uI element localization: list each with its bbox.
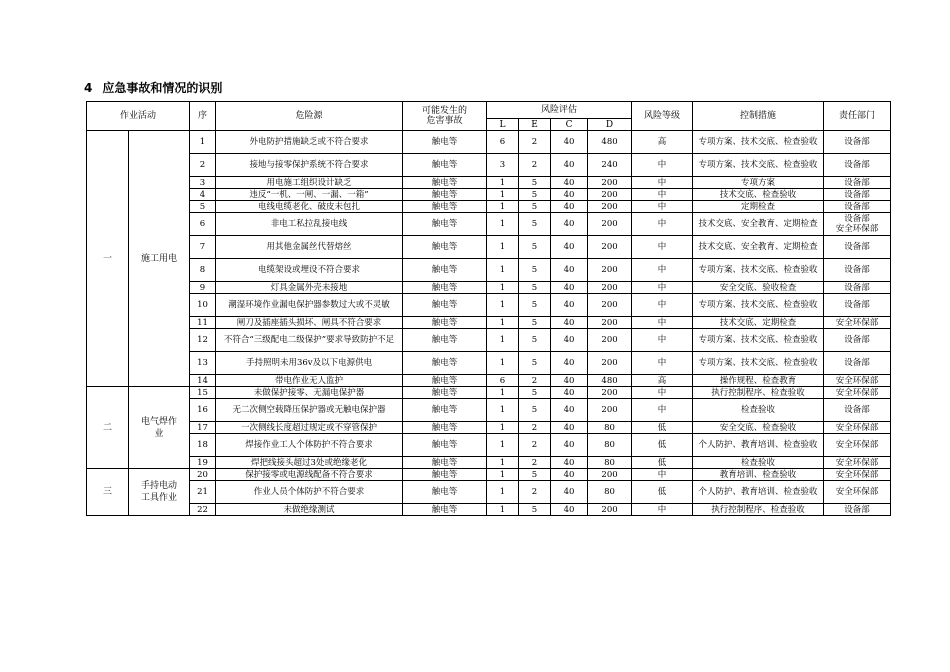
cell-accident: 触电等 xyxy=(403,177,487,189)
cell-hazard: 不符合“三级配电二级保护”要求导致防护不足 xyxy=(216,329,403,352)
cell-D: 80 xyxy=(588,481,632,504)
cell-no: 1 xyxy=(190,131,216,154)
section-title: 应急事故和情况的识别 xyxy=(102,81,223,95)
cell-dept: 设备部 xyxy=(824,352,891,375)
group-activity-line: 电气焊作 xyxy=(141,416,178,427)
cell-D: 200 xyxy=(588,189,632,201)
header-D: D xyxy=(588,119,632,131)
cell-dept: 设备部 xyxy=(824,294,891,317)
cell-C: 40 xyxy=(551,329,588,352)
cell-level: 中 xyxy=(632,387,693,399)
header-L: L xyxy=(487,119,519,131)
header-C: C xyxy=(551,119,588,131)
cell-control: 技术交底、安全教育、定期检查 xyxy=(693,236,824,259)
cell-hazard: 闸刀及插座插头损坏、闸具不符合要求 xyxy=(216,317,403,329)
cell-L: 1 xyxy=(487,434,519,457)
cell-D: 200 xyxy=(588,329,632,352)
cell-no: 14 xyxy=(190,375,216,387)
cell-E: 2 xyxy=(519,422,551,434)
table-row xyxy=(87,131,891,154)
cell-C: 40 xyxy=(551,504,588,516)
cell-level: 中 xyxy=(632,189,693,201)
cell-hazard: 外电防护措施缺乏或不符合要求 xyxy=(216,131,403,154)
cell-accident: 触电等 xyxy=(403,282,487,294)
cell-control: 技术交底、安全教育、定期检查 xyxy=(693,213,824,236)
cell-D: 200 xyxy=(588,469,632,481)
cell-C: 40 xyxy=(551,177,588,189)
cell-dept: 设备部 xyxy=(824,329,891,352)
cell-D: 200 xyxy=(588,201,632,213)
cell-L: 1 xyxy=(487,329,519,352)
cell-D: 80 xyxy=(588,422,632,434)
cell-level: 中 xyxy=(632,294,693,317)
cell-no: 2 xyxy=(190,154,216,177)
table-row xyxy=(87,504,891,516)
cell-dept: 设备部 xyxy=(824,259,891,282)
cell-dept: 设备部 xyxy=(824,177,891,189)
cell-control: 检查验收 xyxy=(693,457,824,469)
table-row xyxy=(87,189,891,201)
cell-E: 2 xyxy=(519,131,551,154)
cell-hazard: 未做保护接零、无漏电保护器 xyxy=(216,387,403,399)
cell-L: 1 xyxy=(487,457,519,469)
cell-L: 1 xyxy=(487,469,519,481)
header-accident xyxy=(403,102,487,131)
cell-control: 执行控制程序、检查验收 xyxy=(693,387,824,399)
table-row xyxy=(87,399,891,422)
group-number: 一 xyxy=(87,131,129,387)
cell-accident: 触电等 xyxy=(403,189,487,201)
cell-hazard: 无二次侧空载降压保护器或无触电保护器 xyxy=(216,399,403,422)
cell-L: 1 xyxy=(487,282,519,294)
cell-L: 1 xyxy=(487,236,519,259)
cell-hazard: 电线电缆老化、破皮未包扎 xyxy=(216,201,403,213)
cell-accident: 触电等 xyxy=(403,154,487,177)
risk-identification-table xyxy=(86,101,891,516)
cell-C: 40 xyxy=(551,294,588,317)
cell-L: 1 xyxy=(487,504,519,516)
cell-hazard: 焊把线接头超过3处或绝缘老化 xyxy=(216,457,403,469)
cell-hazard: 作业人员个体防护不符合要求 xyxy=(216,481,403,504)
cell-L: 1 xyxy=(487,177,519,189)
cell-accident: 触电等 xyxy=(403,457,487,469)
cell-C: 40 xyxy=(551,236,588,259)
cell-accident: 触电等 xyxy=(403,131,487,154)
cell-hazard: 潮湿环境作业漏电保护器参数过大或不灵敏 xyxy=(216,294,403,317)
cell-control: 定期检查 xyxy=(693,201,824,213)
cell-E: 5 xyxy=(519,399,551,422)
cell-L: 6 xyxy=(487,131,519,154)
cell-level: 中 xyxy=(632,329,693,352)
cell-D: 480 xyxy=(588,375,632,387)
cell-accident: 触电等 xyxy=(403,236,487,259)
cell-C: 40 xyxy=(551,201,588,213)
cell-level: 高 xyxy=(632,131,693,154)
cell-E: 5 xyxy=(519,213,551,236)
cell-no: 13 xyxy=(190,352,216,375)
table-row xyxy=(87,481,891,504)
group-activity-line: 施工用电 xyxy=(141,253,178,264)
cell-hazard: 带电作业无人监护 xyxy=(216,375,403,387)
table-row xyxy=(87,236,891,259)
table-row xyxy=(87,352,891,375)
cell-no: 16 xyxy=(190,399,216,422)
cell-accident: 触电等 xyxy=(403,375,487,387)
table-body xyxy=(87,131,891,516)
cell-D: 480 xyxy=(588,131,632,154)
cell-C: 40 xyxy=(551,434,588,457)
cell-dept: 设备部 xyxy=(824,201,891,213)
cell-hazard: 焊接作业工人个体防护不符合要求 xyxy=(216,434,403,457)
cell-accident: 触电等 xyxy=(403,422,487,434)
cell-level: 中 xyxy=(632,201,693,213)
cell-dept: 安全环保部 xyxy=(824,457,891,469)
cell-level: 中 xyxy=(632,399,693,422)
header-control: 控制措施 xyxy=(693,102,824,131)
cell-no: 4 xyxy=(190,189,216,201)
cell-no: 8 xyxy=(190,259,216,282)
cell-control: 技术交底、定期检查 xyxy=(693,317,824,329)
cell-E: 5 xyxy=(519,352,551,375)
cell-control: 检查验收 xyxy=(693,399,824,422)
cell-L: 3 xyxy=(487,154,519,177)
cell-D: 200 xyxy=(588,399,632,422)
cell-control: 操作规程、检查教育 xyxy=(693,375,824,387)
header-risk-eval: 风险评估 xyxy=(487,102,632,119)
cell-C: 40 xyxy=(551,481,588,504)
cell-E: 2 xyxy=(519,154,551,177)
cell-E: 5 xyxy=(519,504,551,516)
cell-hazard: 电缆架设或埋设不符合要求 xyxy=(216,259,403,282)
group-activity-line: 业 xyxy=(154,428,164,439)
cell-level: 中 xyxy=(632,317,693,329)
cell-accident: 触电等 xyxy=(403,352,487,375)
cell-L: 1 xyxy=(487,399,519,422)
group-activity xyxy=(129,131,190,387)
cell-E: 5 xyxy=(519,294,551,317)
table-row xyxy=(87,177,891,189)
group-activity-line: 工具作业 xyxy=(141,493,178,503)
cell-level: 低 xyxy=(632,457,693,469)
cell-E: 5 xyxy=(519,469,551,481)
cell-level: 中 xyxy=(632,236,693,259)
cell-dept: 设备部 xyxy=(824,189,891,201)
cell-accident: 触电等 xyxy=(403,481,487,504)
table-row xyxy=(87,469,891,481)
cell-C: 40 xyxy=(551,457,588,469)
cell-dept: 安全环保部 xyxy=(824,387,891,399)
cell-L: 1 xyxy=(487,352,519,375)
cell-hazard: 未做绝缘测试 xyxy=(216,504,403,516)
table-row xyxy=(87,294,891,317)
cell-level: 中 xyxy=(632,504,693,516)
cell-D: 200 xyxy=(588,387,632,399)
cell-dept: 设备部 xyxy=(824,282,891,294)
cell-control: 教育培训、检查验收 xyxy=(693,469,824,481)
cell-control: 专项方案、技术交底、检查验收 xyxy=(693,154,824,177)
cell-accident: 触电等 xyxy=(403,434,487,457)
cell-dept: 安全环保部 xyxy=(824,469,891,481)
cell-C: 40 xyxy=(551,375,588,387)
cell-dept: 安全环保部 xyxy=(824,422,891,434)
cell-C: 40 xyxy=(551,282,588,294)
cell-L: 6 xyxy=(487,375,519,387)
cell-L: 1 xyxy=(487,317,519,329)
cell-D: 80 xyxy=(588,434,632,457)
cell-no: 6 xyxy=(190,213,216,236)
cell-control: 安全交底、检查验收 xyxy=(693,422,824,434)
cell-L: 1 xyxy=(487,189,519,201)
cell-dept: 安全环保部 xyxy=(824,375,891,387)
table-row xyxy=(87,422,891,434)
table-row xyxy=(87,375,891,387)
cell-no: 12 xyxy=(190,329,216,352)
cell-E: 5 xyxy=(519,236,551,259)
cell-L: 1 xyxy=(487,422,519,434)
cell-D: 200 xyxy=(588,259,632,282)
cell-D: 200 xyxy=(588,317,632,329)
cell-no: 15 xyxy=(190,387,216,399)
cell-D: 240 xyxy=(588,154,632,177)
group-activity xyxy=(129,387,190,469)
group-activity xyxy=(129,469,190,516)
cell-dept: 安全环保部 xyxy=(824,481,891,504)
cell-no: 18 xyxy=(190,434,216,457)
table-row xyxy=(87,259,891,282)
cell-D: 200 xyxy=(588,504,632,516)
header-accident-line1: 可能发生的 xyxy=(422,106,468,116)
table-row xyxy=(87,434,891,457)
cell-dept: 设备部 xyxy=(824,236,891,259)
header-seq: 序 xyxy=(190,102,216,131)
cell-accident: 触电等 xyxy=(403,294,487,317)
cell-dept: 设备部 安全环保部 xyxy=(824,213,891,236)
cell-level: 中 xyxy=(632,177,693,189)
cell-C: 40 xyxy=(551,131,588,154)
cell-level: 高 xyxy=(632,375,693,387)
cell-L: 1 xyxy=(487,294,519,317)
cell-E: 2 xyxy=(519,434,551,457)
cell-C: 40 xyxy=(551,213,588,236)
cell-accident: 触电等 xyxy=(403,213,487,236)
cell-level: 低 xyxy=(632,422,693,434)
group-number: 三 xyxy=(87,469,129,516)
cell-E: 2 xyxy=(519,375,551,387)
cell-level: 低 xyxy=(632,434,693,457)
cell-accident: 触电等 xyxy=(403,387,487,399)
cell-hazard: 非电工私拉乱接电线 xyxy=(216,213,403,236)
cell-control: 个人防护、教育培训、检查验收 xyxy=(693,481,824,504)
group-activity-line: 手持电动 xyxy=(141,481,178,491)
cell-hazard: 一次侧线长度超过规定或不穿管保护 xyxy=(216,422,403,434)
cell-C: 40 xyxy=(551,399,588,422)
cell-level: 中 xyxy=(632,352,693,375)
cell-control: 个人防护、教育培训、检查验收 xyxy=(693,434,824,457)
cell-no: 21 xyxy=(190,481,216,504)
cell-D: 200 xyxy=(588,352,632,375)
cell-dept: 安全环保部 xyxy=(824,317,891,329)
cell-control: 执行控制程序、检查验收 xyxy=(693,504,824,516)
header-dept: 责任部门 xyxy=(824,102,891,131)
cell-no: 3 xyxy=(190,177,216,189)
cell-L: 1 xyxy=(487,481,519,504)
cell-C: 40 xyxy=(551,317,588,329)
section-number: 4 xyxy=(84,81,93,95)
cell-D: 200 xyxy=(588,236,632,259)
cell-no: 19 xyxy=(190,457,216,469)
table-row xyxy=(87,213,891,236)
cell-C: 40 xyxy=(551,422,588,434)
cell-dept: 设备部 xyxy=(824,154,891,177)
cell-accident: 触电等 xyxy=(403,399,487,422)
cell-D: 80 xyxy=(588,457,632,469)
cell-L: 1 xyxy=(487,259,519,282)
cell-hazard: 灯具金属外壳未接地 xyxy=(216,282,403,294)
cell-no: 22 xyxy=(190,504,216,516)
cell-E: 5 xyxy=(519,259,551,282)
cell-C: 40 xyxy=(551,154,588,177)
cell-D: 200 xyxy=(588,282,632,294)
cell-hazard: 接地与接零保护系统不符合要求 xyxy=(216,154,403,177)
cell-accident: 触电等 xyxy=(403,504,487,516)
header-risk-level: 风险等级 xyxy=(632,102,693,131)
cell-E: 5 xyxy=(519,201,551,213)
section-heading xyxy=(84,79,222,96)
cell-no: 7 xyxy=(190,236,216,259)
cell-hazard: 用电施工组织设计缺乏 xyxy=(216,177,403,189)
table-row xyxy=(87,154,891,177)
cell-C: 40 xyxy=(551,352,588,375)
cell-E: 5 xyxy=(519,189,551,201)
cell-C: 40 xyxy=(551,189,588,201)
cell-E: 5 xyxy=(519,329,551,352)
cell-dept: 设备部 xyxy=(824,399,891,422)
cell-D: 200 xyxy=(588,213,632,236)
cell-no: 17 xyxy=(190,422,216,434)
cell-dept: 设备部 xyxy=(824,131,891,154)
cell-hazard: 违反“一机、一闸、一漏、一箱” xyxy=(216,189,403,201)
cell-hazard: 保护接零或电源线配备不符合要求 xyxy=(216,469,403,481)
cell-hazard: 手持照明未用36v及以下电源供电 xyxy=(216,352,403,375)
cell-level: 中 xyxy=(632,213,693,236)
cell-E: 5 xyxy=(519,317,551,329)
cell-control: 专项方案、技术交底、检查验收 xyxy=(693,294,824,317)
table-row xyxy=(87,282,891,294)
cell-dept: 设备部 xyxy=(824,504,891,516)
header-activity: 作业活动 xyxy=(87,102,190,131)
cell-hazard: 用其他金属丝代替熔丝 xyxy=(216,236,403,259)
cell-accident: 触电等 xyxy=(403,329,487,352)
table-row xyxy=(87,387,891,399)
cell-level: 中 xyxy=(632,154,693,177)
cell-accident: 触电等 xyxy=(403,469,487,481)
cell-level: 中 xyxy=(632,469,693,481)
cell-accident: 触电等 xyxy=(403,201,487,213)
cell-C: 40 xyxy=(551,387,588,399)
cell-no: 11 xyxy=(190,317,216,329)
cell-L: 1 xyxy=(487,387,519,399)
cell-no: 5 xyxy=(190,201,216,213)
cell-E: 5 xyxy=(519,177,551,189)
header-E: E xyxy=(519,119,551,131)
cell-D: 200 xyxy=(588,177,632,189)
table-row xyxy=(87,329,891,352)
group-number: 二 xyxy=(87,387,129,469)
cell-control: 专项方案、技术交底、检查验收 xyxy=(693,329,824,352)
cell-E: 5 xyxy=(519,387,551,399)
table-row xyxy=(87,457,891,469)
cell-E: 2 xyxy=(519,481,551,504)
cell-control: 安全交底、验收检查 xyxy=(693,282,824,294)
cell-L: 1 xyxy=(487,213,519,236)
cell-level: 中 xyxy=(632,282,693,294)
cell-E: 2 xyxy=(519,457,551,469)
cell-C: 40 xyxy=(551,259,588,282)
header-hazard: 危险源 xyxy=(216,102,403,131)
cell-D: 200 xyxy=(588,294,632,317)
table-row xyxy=(87,201,891,213)
cell-C: 40 xyxy=(551,469,588,481)
cell-accident: 触电等 xyxy=(403,317,487,329)
cell-E: 5 xyxy=(519,282,551,294)
cell-control: 技术交底、检查验收 xyxy=(693,189,824,201)
cell-L: 1 xyxy=(487,201,519,213)
cell-no: 9 xyxy=(190,282,216,294)
cell-no: 20 xyxy=(190,469,216,481)
cell-control: 专项方案、技术交底、检查验收 xyxy=(693,131,824,154)
cell-accident: 触电等 xyxy=(403,259,487,282)
header-accident-line2: 危害事故 xyxy=(426,116,463,126)
cell-dept: 安全环保部 xyxy=(824,434,891,457)
cell-control: 专项方案、技术交底、检查验收 xyxy=(693,352,824,375)
table-row xyxy=(87,317,891,329)
cell-control: 专项方案、技术交底、检查验收 xyxy=(693,259,824,282)
cell-no: 10 xyxy=(190,294,216,317)
cell-level: 低 xyxy=(632,481,693,504)
cell-level: 中 xyxy=(632,259,693,282)
cell-control: 专项方案 xyxy=(693,177,824,189)
